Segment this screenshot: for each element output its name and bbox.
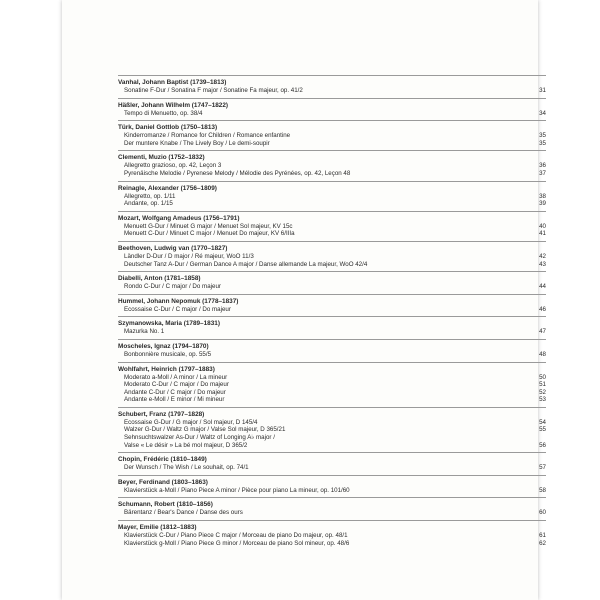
document-page xyxy=(62,0,546,600)
page-number: 55 xyxy=(539,426,546,434)
piece-row xyxy=(118,328,546,336)
piece-row xyxy=(118,464,546,472)
piece-row xyxy=(118,170,546,178)
piece-row xyxy=(118,223,546,231)
piece-title: Der Wunsch / The Wish / Le souhait, op. 74/1 xyxy=(124,464,249,472)
piece-title: Moderato C-Dur / C major / Do majeur xyxy=(124,381,229,389)
piece-title: Bonbonnière musicale, op. 55/5 xyxy=(124,350,212,358)
composer-name: Häßler, Johann Wilhelm (1747–1822) xyxy=(118,101,229,109)
piece-title: Der muntere Knabe / The Lively Boy / Le demi-soupir xyxy=(124,139,270,147)
piece-title: Walzer G-Dur / Waltz G major / Valse Sol majeur, D 365/21 xyxy=(124,426,286,434)
piece-row xyxy=(118,434,546,442)
page-number: 31 xyxy=(539,87,546,94)
page-number: 43 xyxy=(539,260,546,268)
piece-row xyxy=(118,442,546,450)
piece-title: Klavierstück a-Moll / Piano Piece A minor / Pièce pour piano La mineur, op. 101/60 xyxy=(124,486,350,494)
toc-entry xyxy=(118,120,546,147)
piece-title: Pyrenäische Melodie / Pyrenese Melody / Mélodie des Pyrénées, op. 42, Leçon 48 xyxy=(124,169,351,177)
page-number: 37 xyxy=(539,169,546,177)
piece-row xyxy=(118,381,546,389)
toc-entry xyxy=(118,271,546,291)
piece-title: Moderato a-Moll / A minor / La mineur xyxy=(124,373,228,381)
piece-row xyxy=(118,396,546,404)
composer-name: Vanhal, Johann Baptist (1739–1813) xyxy=(118,79,227,86)
piece-row xyxy=(118,132,546,140)
page-number: 46 xyxy=(539,305,546,313)
page-number: 57 xyxy=(539,464,546,472)
page-number: 54 xyxy=(539,418,546,426)
piece-title: Kinderromanze / Romance for Children / Romance enfantine xyxy=(124,132,291,140)
composer-name: Mayer, Emilie (1812–1883) xyxy=(118,524,197,532)
toc-entry xyxy=(118,475,546,495)
piece-title: Tempo di Menuetto, op. 38/4 xyxy=(124,109,203,117)
piece-title: Andante, op. 1/15 xyxy=(124,200,173,208)
table-of-contents xyxy=(118,75,546,550)
piece-row xyxy=(118,261,546,269)
composer-name: Diabelli, Anton (1781–1858) xyxy=(118,275,201,283)
page-number: 41 xyxy=(539,230,546,238)
piece-row xyxy=(118,426,546,434)
toc-entry xyxy=(118,407,546,449)
toc-entry xyxy=(118,294,546,314)
piece-title: Klavierstück C-Dur / Piano Piece C major / Morceau de piano Do majeur, op. 48/1 xyxy=(124,532,348,540)
page-number: 52 xyxy=(539,388,546,396)
toc-entry xyxy=(118,339,546,359)
piece-title: Valse « Le désir » La bé mol majeur, D 365/2 xyxy=(124,441,248,449)
toc-entry xyxy=(118,75,546,95)
toc-entry xyxy=(118,241,546,268)
piece-row xyxy=(118,532,546,540)
page-number xyxy=(530,434,546,442)
page-number: 44 xyxy=(539,283,546,291)
piece-row xyxy=(118,351,546,359)
page-number: 34 xyxy=(539,109,546,117)
piece-row xyxy=(118,374,546,382)
piece-title: Deutscher Tanz A-Dur / German Dance A major / Danse allemande La majeur, WoO 42/4 xyxy=(124,260,368,268)
piece-title: Sehnsuchtswalzer As-Dur / Waltz of Longing A♭ major / xyxy=(124,434,275,442)
piece-row xyxy=(118,110,546,118)
composer-name: Reinagle, Alexander (1756–1809) xyxy=(118,184,217,192)
composer-name: Türk, Daniel Gottlob (1750–1813) xyxy=(118,124,218,132)
piece-title: Andante C-Dur / C major / Do majeur xyxy=(124,388,226,396)
page-number: 47 xyxy=(539,328,546,336)
toc-entry xyxy=(118,452,546,472)
piece-title: Andante e-Moll / E minor / Mi mineur xyxy=(124,396,225,404)
composer-name: Hummel, Johann Nepomuk (1778–1837) xyxy=(118,297,239,305)
piece-row xyxy=(118,230,546,238)
composer-name: Schumann, Robert (1810–1856) xyxy=(118,501,213,509)
toc-entry xyxy=(118,497,546,517)
toc-entry xyxy=(118,211,546,238)
composer-name: Wohlfahrt, Heinrich (1797–1883) xyxy=(118,365,215,373)
composer-name: Szymanowska, Maria (1789–1831) xyxy=(118,320,220,328)
page-number: 51 xyxy=(539,381,546,389)
piece-title: Ecossaise C-Dur / C major / Do majeur xyxy=(124,305,231,313)
piece-row xyxy=(118,140,546,148)
piece-title: Ecossaise G-Dur / G major / Sol majeur, D 145/4 xyxy=(124,418,258,426)
piece-row xyxy=(118,283,546,291)
piece-title: Allegretto grazioso, op. 42, Leçon 3 xyxy=(124,162,222,170)
piece-row xyxy=(118,487,546,495)
piece-title: Mazurka No. 1 xyxy=(124,328,165,336)
toc-entry xyxy=(118,150,546,177)
composer-name: Beethoven, Ludwig van (1770–1827) xyxy=(118,244,228,252)
piece-row xyxy=(118,200,546,208)
piece-title: Allegretto, op. 1/11 xyxy=(124,192,176,200)
page-number: 39 xyxy=(539,200,546,208)
composer-name: Clementi, Muzio (1752–1832) xyxy=(118,154,205,162)
composer-name: Moscheles, Ignaz (1794–1870) xyxy=(118,342,209,350)
piece-row xyxy=(118,162,546,170)
page-number: 53 xyxy=(539,396,546,404)
piece-row xyxy=(118,87,546,95)
page-number: 50 xyxy=(539,373,546,381)
piece-row xyxy=(118,419,546,427)
piece-row xyxy=(118,389,546,397)
page-number: 48 xyxy=(539,350,546,358)
page-number: 35 xyxy=(539,132,546,140)
composer-name: Mozart, Wolfgang Amadeus (1756–1791) xyxy=(118,214,240,222)
piece-title: Klavierstück g-Moll / Piano Piece G minor / Morceau de piano Sol mineur, op. 48/6 xyxy=(124,539,350,547)
composer-name: Schubert, Franz (1797–1828) xyxy=(118,410,205,418)
page-number: 40 xyxy=(539,222,546,230)
toc-entry xyxy=(118,362,546,404)
piece-title: Menuett C-Dur / Minuet C major / Menuet Do majeur, KV 6/IIIa xyxy=(124,230,295,238)
composer-name: Chopin, Frédéric (1810–1849) xyxy=(118,456,207,464)
page-number: 42 xyxy=(539,252,546,260)
page-number: 58 xyxy=(539,486,546,494)
piece-row xyxy=(118,193,546,201)
page-number: 60 xyxy=(539,509,546,517)
toc-entry xyxy=(118,98,546,118)
page-number: 61 xyxy=(539,532,546,540)
page-number: 38 xyxy=(539,192,546,200)
piece-row xyxy=(118,509,546,517)
piece-title: Rondo C-Dur / C major / Do majeur xyxy=(124,283,221,291)
page-number: 56 xyxy=(539,441,546,449)
toc-entry xyxy=(118,316,546,336)
piece-row xyxy=(118,253,546,261)
piece-title: Sonatine F-Dur / Sonatina F major / Sonatine Fa majeur, op. 41/2 xyxy=(124,87,303,94)
page-number: 62 xyxy=(539,539,546,547)
piece-title: Ländler D-Dur / D major / Ré majeur, WoO 11/3 xyxy=(124,252,254,260)
piece-title: Menuett G-Dur / Minuet G major / Menuet Sol majeur, KV 15c xyxy=(124,222,293,230)
toc-entry xyxy=(118,181,546,208)
page-number: 36 xyxy=(539,162,546,170)
page-number: 35 xyxy=(539,139,546,147)
piece-row xyxy=(118,306,546,314)
composer-name: Beyer, Ferdinand (1803–1863) xyxy=(118,478,208,486)
piece-row xyxy=(118,540,546,548)
toc-entry xyxy=(118,520,546,547)
piece-title: Bärentanz / Bear's Dance / Danse des ours xyxy=(124,509,243,517)
